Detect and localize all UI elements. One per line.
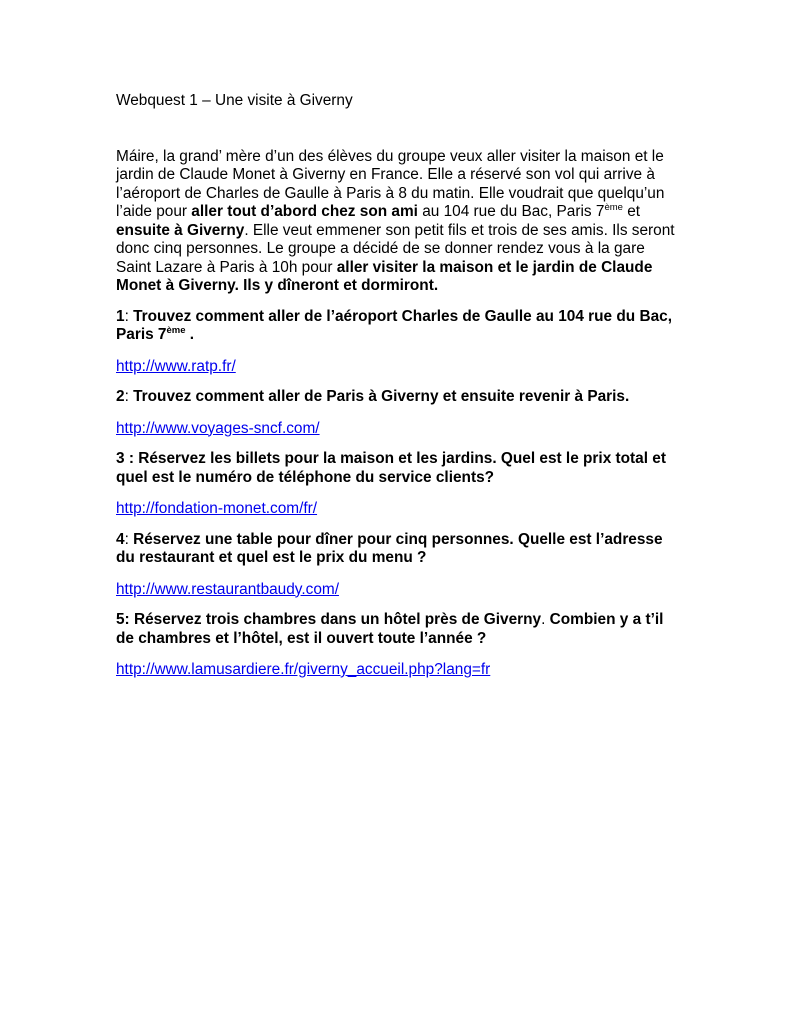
intro-bold-1: aller tout d’abord chez son ami [191, 203, 418, 220]
intro-bold-3: aller visiter la maison et le jardin de Claude Monet à Giverny. Ils y dîneront et dormiront. [116, 258, 653, 294]
question-1-superscript: ème [166, 325, 186, 336]
question-2-text: Trouvez comment aller de Paris à Giverny et ensuite revenir à Paris. [128, 388, 630, 405]
fondation-monet-link[interactable]: http://fondation-monet.com/fr/ [116, 500, 318, 517]
restaurant-baudy-link[interactable]: http://www.restaurantbaudy.com/ [116, 580, 339, 598]
la-musardiere-link[interactable]: http://www.lamusardiere.fr/giverny_accueil.php?lang=fr [116, 661, 491, 678]
question-2 [116, 388, 681, 407]
question-1-text: Trouvez comment aller de l’aéroport Charles de Gaulle au 104 rue du Bac, Paris 7 [116, 307, 672, 343]
ratp-link[interactable]: http://www.ratp.fr/ [116, 357, 236, 375]
voyages-sncf-link[interactable]: http://www.voyages-sncf.com/ [116, 419, 320, 437]
question-2-link-row [116, 420, 681, 439]
question-2-number: 2 [116, 388, 125, 405]
question-2-separator: : [124, 388, 129, 405]
question-5-text-1: 5: Réservez trois chambres dans un hôtel près de Giverny [116, 611, 542, 628]
question-1-tail: . [185, 326, 195, 343]
intro-text-2: au 104 rue du Bac, Paris 7 [417, 203, 605, 220]
question-4-separator: : [124, 530, 129, 548]
question-1-separator: : [124, 307, 129, 325]
question-5-text-2: Combien y a t’il de chambres et l’hôtel, est il ouvert toute l’année ? [116, 611, 664, 647]
question-3-text: 3 : Réservez les billets pour la maison et les jardins. Quel est le prix total et quel est le numéro de téléphone du service clients? [116, 450, 666, 486]
question-5-separator: . [541, 611, 546, 628]
question-1-link-row [116, 358, 681, 377]
question-1-number: 1 [116, 307, 125, 325]
question-4 [116, 531, 681, 568]
document-title: Webquest 1 – Une visite à Giverny [116, 92, 353, 109]
question-3 [116, 450, 681, 487]
intro-superscript: ème [604, 202, 623, 213]
intro-text-3: et [622, 203, 641, 220]
question-5 [116, 611, 681, 648]
question-1 [116, 308, 681, 345]
question-4-text: Réservez une table pour dîner pour cinq personnes. Quelle est l’adresse du restaurant et quel est le prix du menu ? [116, 530, 663, 566]
intro-text-1: Máire, la grand’ mère d’un des élèves du groupe veux aller visiter la maison et le jardin de Claude Monet à Giverny en France. Elle a réservé son vol qui arrive à l’aéroport de Charles de Gaulle à Paris à 8 du matin. Elle voudrait que quelqu’un l’aide pour [116, 147, 665, 220]
question-3-link-row [116, 500, 681, 519]
question-5-link-row [116, 661, 681, 680]
intro-text-4: . Elle veut emmener son petit fils et trois de ses amis. Ils seront donc cinq personnes. Le groupe a décidé de se donner rendez vous à la gare Saint Lazare à Paris à 10h pour [116, 221, 675, 276]
document-body [116, 92, 681, 680]
intro-bold-2: ensuite à Giverny [116, 221, 245, 239]
intro-paragraph [116, 148, 681, 296]
question-4-number: 4 [116, 530, 125, 548]
question-4-link-row [116, 581, 681, 600]
